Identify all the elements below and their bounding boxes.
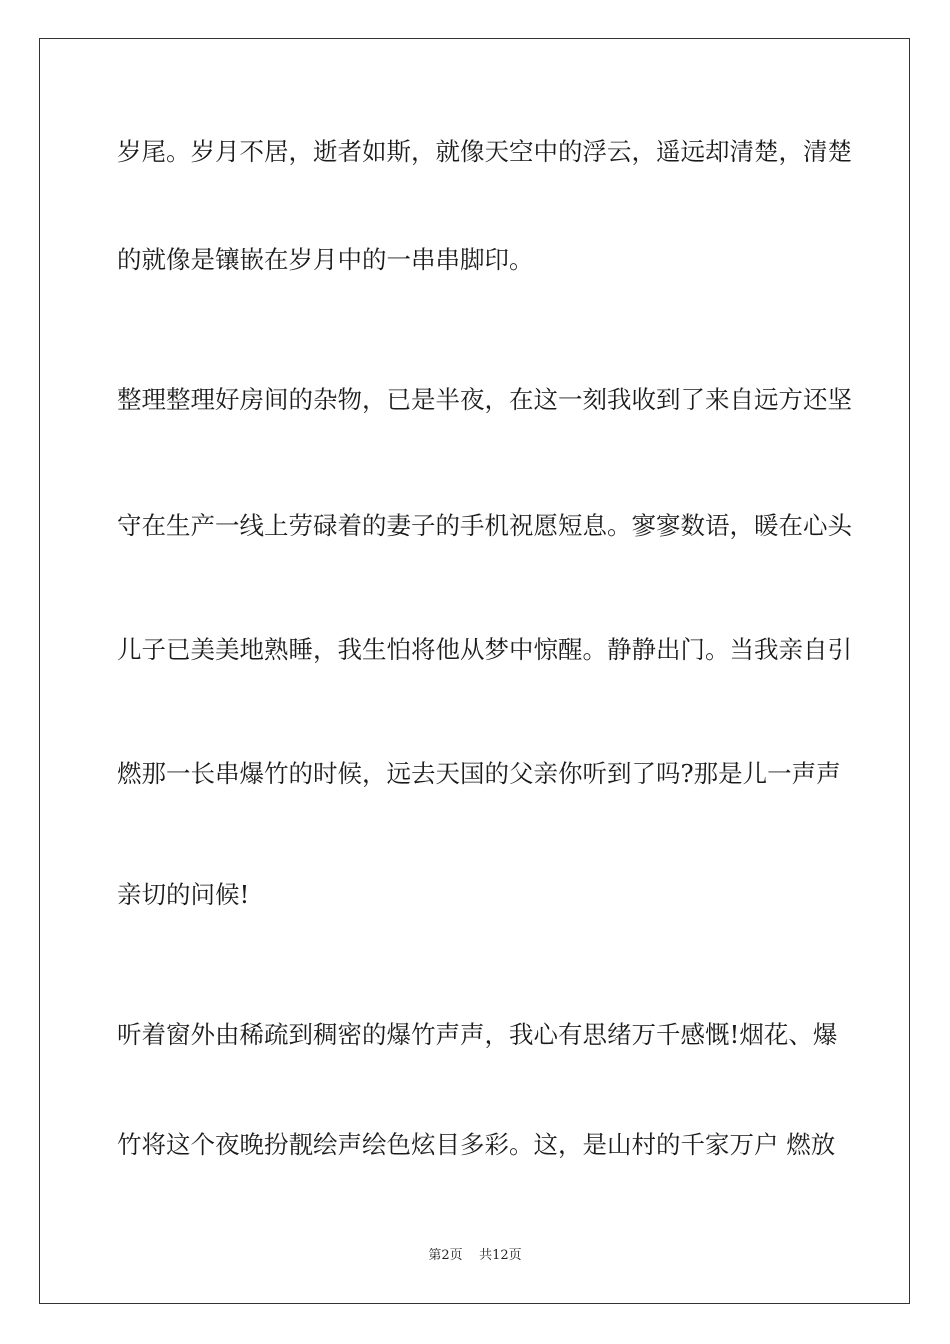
page-footer — [0, 1247, 950, 1265]
body-line-6: 燃那一长串爆竹的时候，远去天国的父亲你听到了吗?那是儿一声声 — [117, 759, 841, 788]
body-line-9: 竹将这个夜晚扮靓绘声绘色炫目多彩。这，是山村的千家万户 燃放 — [117, 1130, 836, 1159]
body-line-8: 听着窗外由稀疏到稠密的爆竹声声，我心有思绪万千感慨!烟花、爆 — [117, 1020, 838, 1049]
page-frame — [39, 38, 910, 1304]
body-line-4: 守在生产一线上劳碌着的妻子的手机祝愿短息。寥寥数语，暖在心头 — [117, 511, 852, 540]
page-number: 第2页 — [428, 1248, 463, 1263]
page-total: 共12页 — [479, 1248, 522, 1263]
body-line-1: 岁尾。岁月不居，逝者如斯，就像天空中的浮云，遥远却清楚，清楚 — [117, 137, 852, 166]
body-line-7: 亲切的问候! — [117, 880, 250, 909]
body-line-2: 的就像是镶嵌在岁月中的一串串脚印。 — [117, 245, 534, 274]
body-line-3: 整理整理好房间的杂物，已是半夜，在这一刻我收到了来自远方还坚 — [117, 385, 852, 414]
body-line-5: 儿子已美美地熟睡，我生怕将他从梦中惊醒。静静出门。当我亲自引 — [117, 635, 852, 664]
